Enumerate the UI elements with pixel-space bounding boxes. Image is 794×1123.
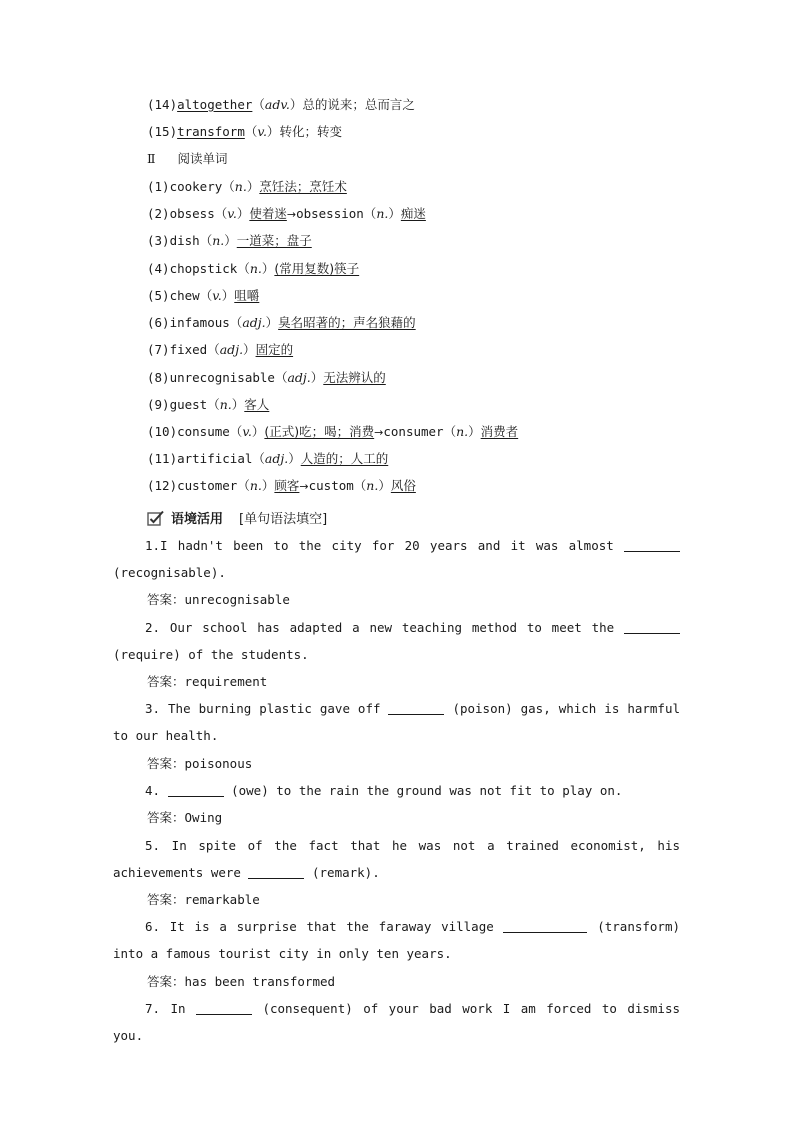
answer-blank [196,1002,252,1015]
question-5: 5. In spite of the fact that he was not a trained economist, his achievements were (remark). [113,838,680,880]
practice-subtitle: [单句语法填空] [239,512,328,527]
vocab-item: (14)altogether（adv.）总的说来；总而言之 [147,97,415,112]
practice-title: 语境活用 [171,512,224,527]
practice-heading [147,508,327,527]
answer-blank [168,784,224,797]
reading-word-item: (1)cookery（n.）烹饪法；烹饪术 [147,179,347,194]
answer-blank [388,702,444,715]
reading-word-item: (7)fixed（adj.）固定的 [147,342,294,357]
answer-3: 答案：poisonous [147,756,253,771]
arrow-icon: → [374,426,384,439]
answer-5: 答案：remarkable [147,892,260,907]
arrow-icon: → [286,208,297,221]
question-6: 6. It is a surprise that the faraway village (transform) into a famous tourist city in only ten years. [113,919,680,961]
reading-word-item: (11)artificial（adj.）人造的；人工的 [147,451,389,466]
checkbox-pencil-icon [147,510,165,526]
question-1: 1.I hadn't been to the city for 20 years and it was almost (recognisable). [113,532,680,586]
reading-word-item: (8)unrecognisable（adj.）无法辨认的 [147,370,386,385]
reading-word-item: (4)chopstick（n.）(常用复数)筷子 [147,261,360,276]
question-2: 2. Our school has adapted a new teaching method to meet the (require) of the students. [113,614,680,668]
answer-6: 答案：has been transformed [147,974,336,989]
vocab-item: (15)transform（v.）转化；转变 [147,124,342,139]
answer-2: 答案：requirement [147,674,268,689]
question-3: 3. The burning plastic gave off (poison) gas, which is harmful to our health. [113,701,680,743]
question-4: 4. (owe) to the rain the ground was not fit to play on. [145,783,623,798]
section-heading: Ⅱ 阅读单词 [147,151,228,166]
answer-blank [624,539,680,552]
answer-blank [624,621,680,634]
reading-word-item: (9)guest（n.）客人 [147,397,270,412]
answer-blank [503,920,587,933]
question-7: 7. In (consequent) of your bad work I am forced to dismiss you. [113,1001,681,1043]
reading-word-item: (5)chew（v.）咀嚼 [147,288,260,303]
answer-1: 答案：unrecognisable [147,592,290,607]
reading-word-item: (2)obsess（v.）使着迷→obsession（n.）痴迷 [147,206,426,221]
reading-word-item: (10)consume（v.）(正式)吃；喝；消费→consumer（n.）消费者 [147,424,519,439]
reading-word-item: (6)infamous（adj.）臭名昭著的；声名狼藉的 [147,315,416,330]
answer-4: 答案：Owing [147,810,223,825]
reading-word-item: (3)dish（n.）一道菜；盘子 [147,233,312,248]
answer-blank [248,866,304,879]
reading-word-item: (12)customer（n.）顾客→custom（n.）风俗 [147,478,416,493]
arrow-icon: → [299,480,309,493]
